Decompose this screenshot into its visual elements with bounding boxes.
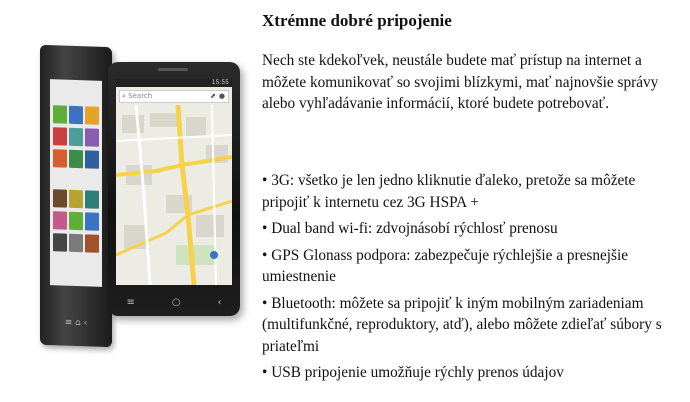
search-icon: ⌕ — [122, 92, 126, 100]
phone-speaker — [158, 68, 188, 71]
directions-icon: ⬈ — [210, 92, 216, 100]
menu-icon: ≡ — [126, 297, 135, 308]
status-bar — [116, 79, 232, 87]
phone-front-screen — [116, 79, 232, 285]
feature-item-usb: • USB pripojenie umožňuje rýchly prenos údajov — [262, 362, 686, 384]
feature-item-3g: • 3G: všetko je len jedno kliknutie ďaleko, pretože sa môžete pripojiť k internetu cez 3G HSPA + — [262, 170, 686, 213]
phone-back — [40, 45, 112, 348]
product-image — [0, 0, 250, 402]
feature-item-bluetooth: • Bluetooth: môžete sa pripojiť k iným mobilným zariadeniam (multifunkčné, reproduktory, atď), alebo môžete zdieľať súbory s priateľmi — [262, 293, 686, 358]
phone-front-nav — [108, 297, 240, 308]
feature-item-gps: • GPS Glonass podpora: zabezpečuje rýchlejšie a presnejšie umiestnenie — [262, 245, 686, 288]
mic-icon: ● — [218, 92, 225, 100]
feature-item-wifi: • Dual band wi-fi: zdvojnásobí rýchlosť prenosu — [262, 218, 686, 240]
phone-front — [108, 62, 240, 316]
section-intro: Nech ste kdekoľvek, neustále budete mať prístup na internet a môžete komunikovať so svojimi blízkymi, mať najnovšie správy alebo vyhľadávanie informácií, ktoré budete potrebovať. — [262, 52, 659, 112]
home-icon: ○ — [171, 297, 181, 308]
phone-back-screen — [50, 79, 102, 287]
back-icon: ‹ — [217, 297, 222, 308]
map-view — [116, 105, 232, 285]
status-time: 15:55 — [211, 79, 229, 86]
map-search-bar — [119, 90, 229, 103]
map-search-placeholder: Search — [128, 92, 153, 100]
feature-list — [262, 170, 686, 389]
section-title: Xtrémne dobré pripojenie — [262, 11, 452, 30]
phone-back-nav: ≡ ⌂ ‹ — [64, 317, 88, 329]
